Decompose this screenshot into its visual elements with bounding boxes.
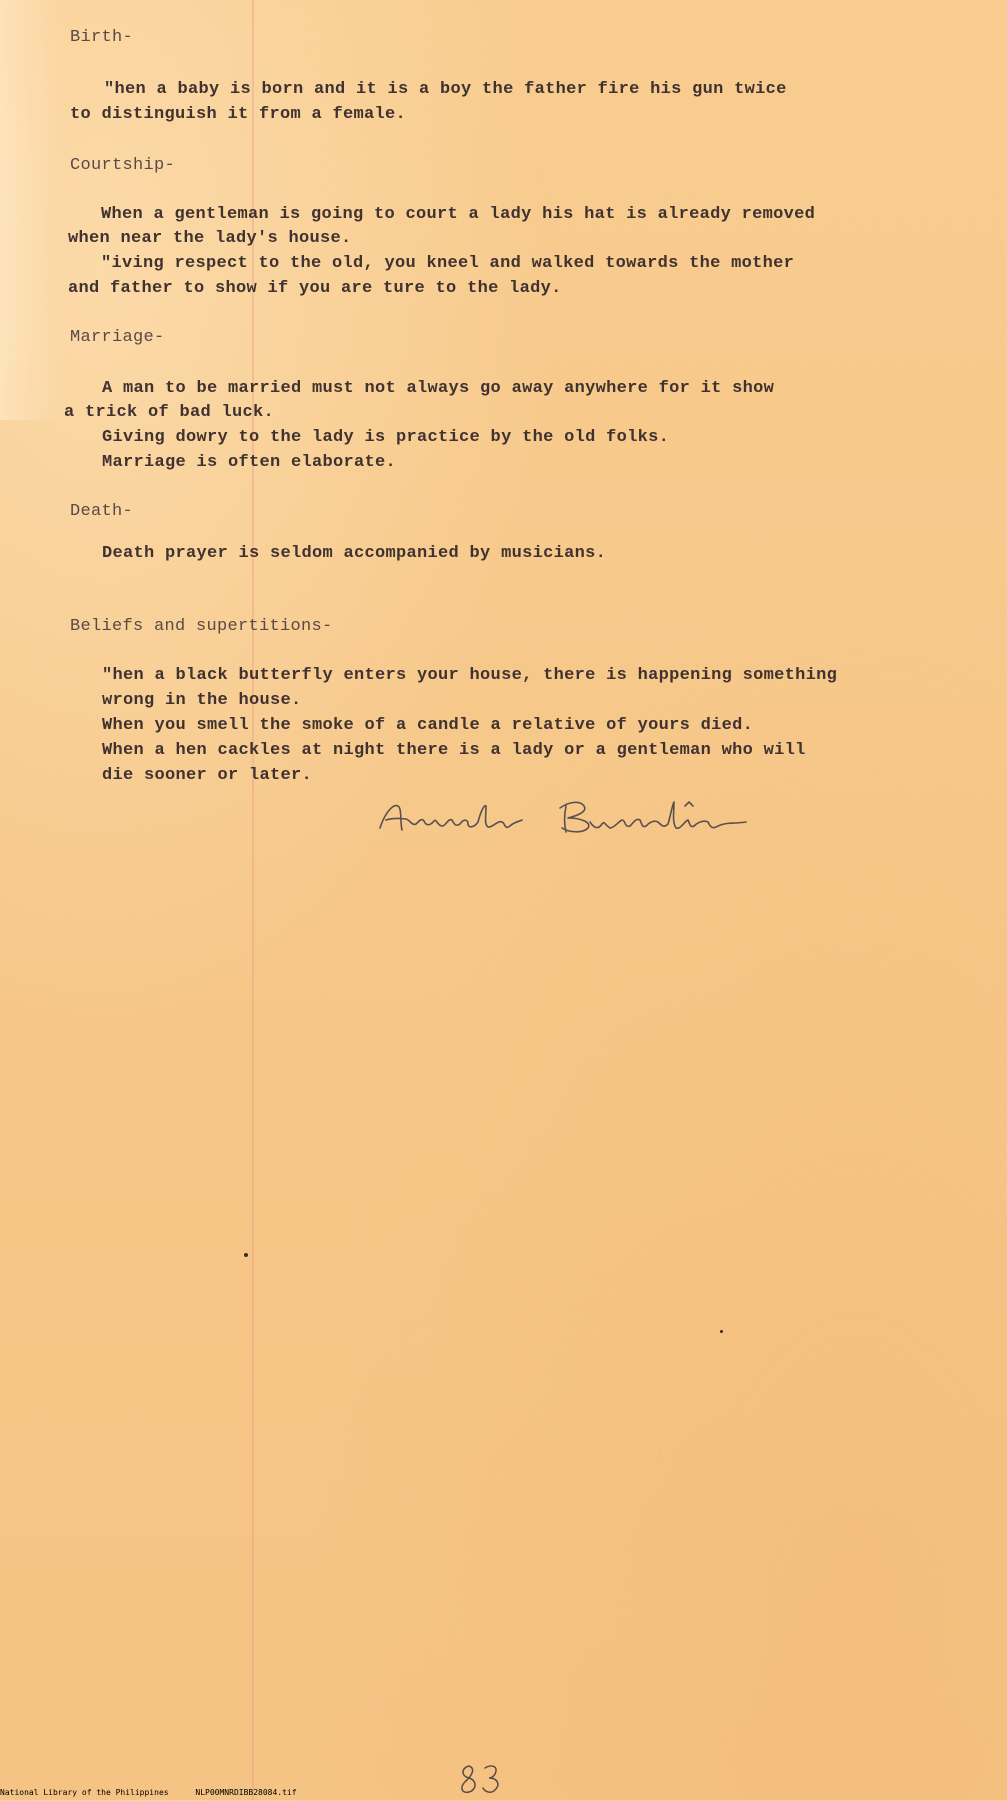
footer-library-name: National Library of the Philippines	[0, 1788, 169, 1797]
section-heading-courtship: Courtship-	[70, 156, 176, 175]
beliefs-line-1: "hen a black butterfly enters your house, there is happening something	[102, 666, 838, 685]
death-line-1: Death prayer is seldom accompanied by musicians.	[102, 544, 607, 563]
courtship-line-2: when near the lady's house.	[68, 229, 352, 248]
marriage-line-3: Giving dowry to the lady is practice by the old folks.	[102, 428, 670, 447]
scan-footer	[0, 1788, 319, 1798]
section-heading-birth: Birth-	[70, 28, 134, 47]
handwritten-signature	[372, 790, 812, 850]
paper-speck	[720, 1330, 723, 1333]
courtship-line-3: "iving respect to the old, you kneel and walked towards the mother	[101, 254, 795, 273]
beliefs-line-2: wrong in the house.	[102, 691, 302, 710]
beliefs-line-3: When you smell the smoke of a candle a relative of yours died.	[102, 716, 754, 735]
section-heading-marriage: Marriage-	[70, 328, 165, 347]
marriage-line-4: Marriage is often elaborate.	[102, 453, 397, 472]
paper-speck	[244, 1253, 248, 1257]
paper-edge-wear	[0, 0, 60, 420]
courtship-line-4: and father to show if you are ture to the lady.	[68, 279, 562, 298]
courtship-line-1: When a gentleman is going to court a lady his hat is already removed	[101, 205, 816, 224]
birth-line-1: "hen a baby is born and it is a boy the father fire his gun twice	[104, 80, 787, 99]
footer-file-id: NLP00MNRDIBB28084.tif	[195, 1788, 297, 1797]
marriage-line-2: a trick of bad luck.	[64, 403, 275, 422]
page-number	[455, 1762, 515, 1796]
signature-drawing	[372, 790, 812, 850]
beliefs-line-5: die sooner or later.	[102, 766, 313, 785]
section-heading-death: Death-	[70, 502, 134, 521]
page-number-drawing	[455, 1762, 515, 1796]
birth-line-2: to distinguish it from a female.	[70, 105, 407, 124]
marriage-line-1: A man to be married must not always go away anywhere for it show	[102, 379, 775, 398]
section-heading-beliefs: Beliefs and supertitions-	[70, 617, 333, 636]
beliefs-line-4: When a hen cackles at night there is a lady or a gentleman who will	[102, 741, 806, 760]
